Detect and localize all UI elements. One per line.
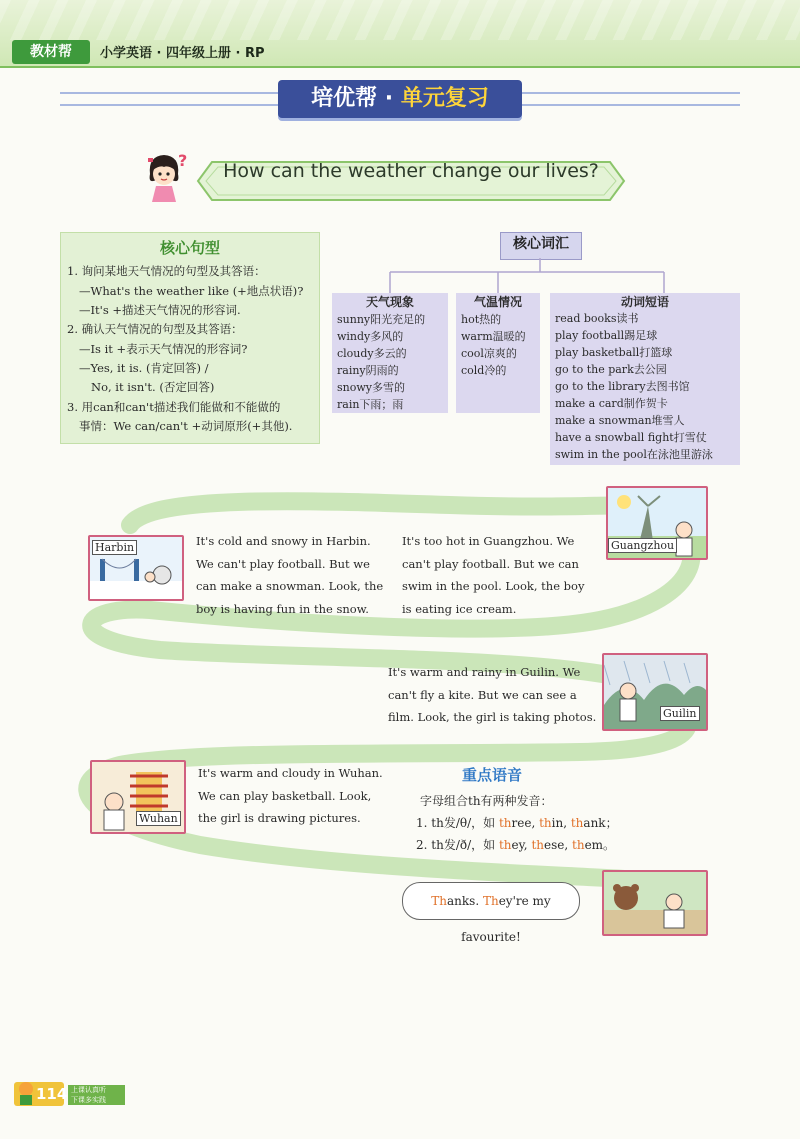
vocab-group-title: 天气现象 [365,295,414,309]
story-line: It's warm and rainy in Guilin. We [388,665,581,679]
vocab-group-weather [332,293,448,413]
core-sentence-line: —What's the weather like (+地点状语)? [79,284,304,298]
vocab-item: swim in the pool在泳池里游泳 [555,448,713,461]
core-sentences-panel [60,232,320,444]
story-line: can't play football. But we can [402,556,579,571]
story-line: We can play basketball. Look, [198,788,372,803]
vocab-item: cool凉爽的 [461,347,517,360]
story-line: is eating ice cream. [402,601,517,616]
harbin-label: Harbin [92,540,137,555]
phonics-title: 重点语音 [462,766,523,784]
vocab-item: make a snowman堆雪人 [555,414,685,427]
core-sentence-line: 3. 用can和can't描述我们能做和不能做的 [67,400,281,414]
unit-question: How can the weather change our lives? [223,160,599,182]
story-line: It's cold and snowy in Harbin. [196,534,371,548]
harbin-text [196,530,386,620]
core-sentence-line: 1. 询问某地天气情况的句型及其答语： [67,264,266,278]
story-line: boy is having fun in the snow. [196,601,369,616]
vocab-group-verb-phrases [550,293,740,465]
guangzhou-text [402,530,592,620]
vocab-item: play football踢足球 [555,329,658,342]
wuhan-label: Wuhan [136,811,181,826]
bear-picnic-picture [602,870,708,936]
story-line: film. Look, the girl is taking photos. [388,710,597,724]
vocab-group-title: 动词短语 [620,295,669,309]
slogan-line: 上课认真听 [71,1086,106,1094]
core-sentence-line: —It's +描述天气情况的形容词. [79,303,241,317]
core-sentence-line: —Yes, it is. (肯定回答) / [79,361,209,375]
phonics-intro: 字母组合th有两种发音： [420,794,553,808]
vocab-item: warm温暖的 [461,330,526,343]
vocab-tree-connector [380,258,680,294]
girl-avatar-icon [142,150,190,204]
header-stripes [0,0,800,40]
section-banner [278,80,522,118]
vocab-item: play basketball打篮球 [555,346,673,359]
section-title-b: 单元复习 [400,86,489,111]
vocab-item: hot热的 [461,313,502,326]
speech-bubble: Thanks. They're my favourite! [402,882,580,920]
book-title: 小学英语 · 四年级上册 · RP [100,46,265,61]
story-line: swim in the pool. Look, the boy [402,579,585,593]
story-line: It's warm and cloudy in Wuhan. [198,766,383,780]
core-sentence-line: 事情：We can/can't +动词原形(+其他). [79,419,293,433]
vocab-group-title: 气温情况 [473,295,522,309]
phonics-line-1: 1. th发/θ/，如 three, thin, thank； [416,816,618,830]
vocab-item: go to the park去公园 [555,363,667,376]
story-line: the girl is drawing pictures. [198,811,361,825]
core-sentence-line: —Is it +表示天气情况的形容词? [79,342,248,356]
vocab-item: cloudy多云的 [337,347,407,360]
guangzhou-label: Guangzhou [608,538,677,553]
phonics-line-2: 2. th发/ð/，如 they, these, them。 [416,838,616,852]
footer-slogan [68,1085,125,1105]
vocab-group-temperature [456,293,540,413]
story-line: It's too hot in Guangzhou. We [402,534,575,548]
story-line: can't fly a kite. But we can see a [388,687,577,702]
header-divider [0,66,800,68]
core-sentence-line: 2. 确认天气情况的句型及其答语： [67,322,243,336]
guilin-text [388,661,598,729]
wuhan-text [198,762,388,830]
guilin-label: Guilin [660,706,700,721]
vocab-item: snowy多雪的 [337,381,405,394]
banner-decor-right [522,92,740,106]
vocab-item: cold冷的 [461,364,507,377]
slogan-line: 下课多实践 [71,1096,106,1104]
vocab-title: 核心词汇 [500,232,582,260]
section-title-a: 培优帮 · [311,86,401,111]
vocab-item: read books读书 [555,312,639,325]
core-sentences-title: 核心句型 [159,239,220,257]
brand-tag: 教材帮 [12,40,90,64]
core-sentence-line: No, it isn't. (否定回答) [91,380,215,394]
vocab-item: windy多风的 [337,330,404,343]
svg-text:?: ? [178,151,188,170]
page-number: 114 [36,1085,68,1103]
vocab-item: make a card制作贺卡 [555,397,668,410]
story-line: We can't play football. But we [196,556,370,571]
vocab-item: rain下雨；雨 [337,398,404,411]
vocab-item: have a snowball fight打雪仗 [555,431,707,444]
story-line: can make a snowman. Look, the [196,579,384,593]
mascot-icon [16,1080,36,1106]
vocab-item: go to the library去图书馆 [555,380,690,393]
vocab-item: sunny阳光充足的 [337,313,426,326]
banner-decor-left [60,92,278,106]
vocab-item: rainy阴雨的 [337,364,399,377]
